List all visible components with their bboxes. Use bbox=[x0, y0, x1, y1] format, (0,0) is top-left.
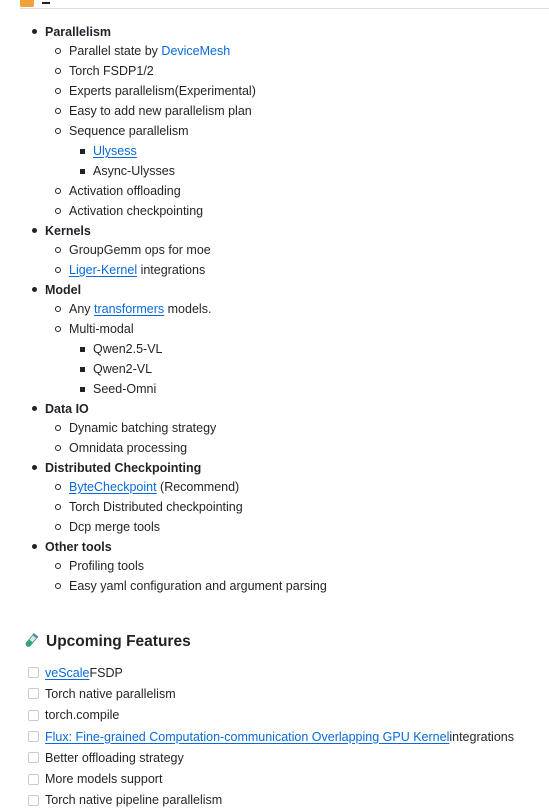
item-text: FSDP bbox=[89, 665, 123, 680]
nested-items bbox=[69, 339, 541, 399]
link-devicemesh[interactable]: DeviceMesh bbox=[161, 44, 231, 58]
task-checkbox[interactable] bbox=[28, 688, 39, 699]
category-items bbox=[45, 418, 541, 458]
link-vescale[interactable]: veScale bbox=[45, 665, 90, 680]
list-item bbox=[45, 240, 541, 260]
list-item bbox=[45, 477, 541, 497]
todo-item bbox=[28, 705, 543, 726]
item-text: Torch FSDP1/2 bbox=[69, 64, 154, 78]
nested-list-item bbox=[69, 339, 541, 359]
list-item bbox=[45, 497, 541, 517]
previous-section-header bbox=[0, 0, 549, 9]
list-item bbox=[45, 260, 541, 280]
feature-category-kernels bbox=[31, 221, 541, 280]
list-item-row bbox=[69, 517, 541, 537]
item-text: Omnidata processing bbox=[69, 441, 188, 455]
upcoming-features-heading bbox=[22, 630, 191, 654]
list-item-row bbox=[69, 260, 541, 280]
item-text: Dcp merge tools bbox=[69, 520, 161, 534]
item-text: Dynamic batching strategy bbox=[69, 421, 217, 435]
item-text: integrations bbox=[449, 729, 514, 744]
task-checkbox[interactable] bbox=[28, 795, 39, 806]
list-item-row bbox=[69, 121, 541, 141]
item-text: Experts parallelism(Experimental) bbox=[69, 84, 256, 98]
list-item-row bbox=[69, 240, 541, 260]
list-item-row bbox=[93, 339, 541, 359]
list-item-row bbox=[93, 359, 541, 379]
list-item bbox=[45, 576, 541, 596]
list-item bbox=[45, 201, 541, 221]
category-items bbox=[45, 240, 541, 280]
list-item-row bbox=[69, 438, 541, 458]
item-text: (Recommend) bbox=[156, 480, 240, 494]
upcoming-features-list bbox=[28, 662, 543, 811]
link-liger-kernel[interactable]: Liger-Kernel bbox=[69, 263, 138, 277]
feature-category-data-io bbox=[31, 399, 541, 458]
task-checkbox[interactable] bbox=[28, 774, 39, 785]
category-label: Kernels bbox=[45, 224, 91, 238]
task-checkbox[interactable] bbox=[28, 752, 39, 763]
list-item-row bbox=[93, 379, 541, 399]
list-item bbox=[45, 418, 541, 438]
list-item-row bbox=[69, 181, 541, 201]
item-text: Profiling tools bbox=[69, 559, 145, 573]
features-list bbox=[31, 22, 541, 596]
link-ulysess[interactable]: Ulysess bbox=[93, 144, 137, 158]
item-text: models. bbox=[164, 302, 212, 316]
category-label: Other tools bbox=[45, 540, 112, 554]
list-item-row bbox=[69, 41, 541, 61]
list-item-row bbox=[69, 81, 541, 101]
category-items bbox=[45, 41, 541, 221]
item-text: Activation checkpointing bbox=[69, 204, 204, 218]
list-item-row bbox=[93, 161, 541, 181]
list-item bbox=[45, 61, 541, 81]
category-label: Distributed Checkpointing bbox=[45, 461, 202, 475]
item-text: torch.compile bbox=[45, 708, 120, 723]
nested-list-item bbox=[69, 379, 541, 399]
item-text: integrations bbox=[137, 263, 206, 277]
nested-list-item bbox=[69, 161, 541, 181]
item-text: Better offloading strategy bbox=[45, 750, 184, 765]
item-text: More models support bbox=[45, 772, 163, 787]
nested-list-item bbox=[69, 141, 541, 161]
list-item bbox=[45, 101, 541, 121]
todo-item bbox=[28, 747, 543, 768]
item-text: Torch Distributed checkpointing bbox=[69, 500, 243, 514]
list-item-row bbox=[69, 299, 541, 319]
item-text: Torch native parallelism bbox=[45, 686, 176, 701]
list-item bbox=[45, 181, 541, 201]
item-text: Easy to add new parallelism plan bbox=[69, 104, 252, 118]
link-bytecheckpoint[interactable]: ByteCheckpoint bbox=[69, 480, 157, 494]
todo-item bbox=[28, 683, 543, 704]
item-text: Async-Ulysses bbox=[93, 164, 175, 178]
test-tube-icon bbox=[22, 632, 40, 653]
feature-category-other-tools bbox=[31, 537, 541, 596]
notebook-icon bbox=[20, 0, 34, 7]
todo-item bbox=[28, 790, 543, 811]
list-item bbox=[45, 81, 541, 101]
item-text: Qwen2-VL bbox=[93, 362, 153, 376]
feature-category-distributed-checkpointing bbox=[31, 458, 541, 537]
list-item bbox=[45, 438, 541, 458]
item-text: Multi-modal bbox=[69, 322, 134, 336]
list-item-row bbox=[69, 556, 541, 576]
category-label: Data IO bbox=[45, 402, 89, 416]
todo-item bbox=[28, 662, 543, 683]
list-item bbox=[45, 556, 541, 576]
nested-list-item bbox=[69, 359, 541, 379]
list-item-row bbox=[69, 201, 541, 221]
list-item-row bbox=[69, 477, 541, 497]
list-item-row bbox=[69, 576, 541, 596]
category-items bbox=[45, 299, 541, 399]
link-transformers[interactable]: transformers bbox=[94, 302, 165, 316]
list-item bbox=[45, 517, 541, 537]
category-label: Parallelism bbox=[45, 25, 112, 39]
item-text: Any bbox=[69, 302, 95, 316]
task-checkbox[interactable] bbox=[28, 710, 39, 721]
list-item bbox=[45, 299, 541, 319]
list-item-row bbox=[69, 418, 541, 438]
list-item-row bbox=[93, 141, 541, 161]
nested-items bbox=[69, 141, 541, 181]
list-item-row bbox=[69, 61, 541, 81]
todo-item bbox=[28, 726, 543, 747]
category-items bbox=[45, 556, 541, 596]
item-text: Activation offloading bbox=[69, 184, 181, 198]
link-flux-fine-grained-computation-communication-overlapping-gpu-kernel[interactable]: Flux: Fine-grained Computation-communication Overlapping GPU Kernel bbox=[45, 729, 450, 744]
category-label: Model bbox=[45, 283, 82, 297]
item-text: Easy yaml configuration and argument parsing bbox=[69, 579, 327, 593]
category-items bbox=[45, 477, 541, 537]
upcoming-features-title: Upcoming Features bbox=[46, 633, 191, 650]
task-checkbox[interactable] bbox=[28, 667, 39, 678]
heading-divider bbox=[20, 8, 549, 9]
item-text: Torch native pipeline parallelism bbox=[45, 793, 223, 808]
list-item bbox=[45, 121, 541, 181]
item-text: Sequence parallelism bbox=[69, 124, 189, 138]
list-item-row bbox=[69, 497, 541, 517]
list-item bbox=[45, 41, 541, 61]
list-item-row bbox=[69, 101, 541, 121]
feature-category-parallelism bbox=[31, 22, 541, 221]
list-item bbox=[45, 319, 541, 399]
item-text: GroupGemm ops for moe bbox=[69, 243, 211, 257]
item-text: Parallel state by bbox=[69, 44, 162, 58]
header-anchor-icon bbox=[40, 0, 54, 6]
feature-category-model bbox=[31, 280, 541, 399]
item-text: Seed-Omni bbox=[93, 382, 157, 396]
todo-item bbox=[28, 768, 543, 789]
item-text: Qwen2.5-VL bbox=[93, 342, 163, 356]
task-checkbox[interactable] bbox=[28, 731, 39, 742]
list-item-row bbox=[69, 319, 541, 339]
